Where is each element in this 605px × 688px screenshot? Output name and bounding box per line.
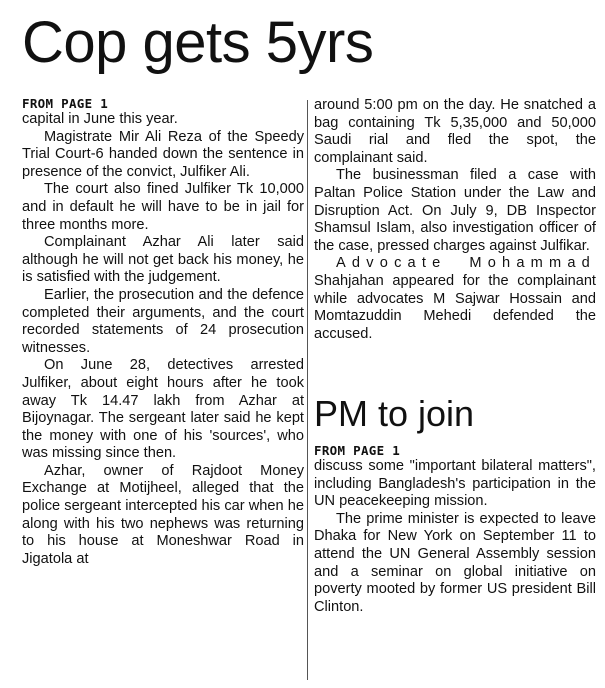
left-column [22, 97, 304, 568]
second-story-headline: PM to join [314, 393, 475, 434]
paragraph: Magistrate Mir Ali Reza of the Speedy Trial Court-6 handed down the sentence in presence of the convict, Julfiker Ali. [22, 128, 304, 180]
paragraph: capital in June this year. [22, 111, 178, 127]
kicker-from-page: FROM PAGE 1 [22, 96, 109, 111]
paragraph: The court also fined Julfiker Tk 10,000 and in default he will have to be in jail for three months more. [22, 181, 304, 233]
paragraph: The prime minister is expected to leave Dhaka for New York on September 11 to attend the UN General Assembly session and a seminar on global initiative on poverty mooted by former US president Bill Clinton. [314, 510, 596, 615]
advocate-rest: Shahjahan appeared for the complainant while advocates M Sajwar Hossain and Momtazuddin Mehedi defended the accused. [314, 272, 596, 342]
paragraph-advocate [314, 255, 596, 343]
paragraph: discuss some "important bilateral matters", including Bangladesh's participation in the UN peacekeeping mission. [314, 458, 596, 510]
paragraph: around 5:00 pm on the day. He snatched a bag containing Tk 5,35,000 and 50,000 Saudi rial and fled the spot, the complainant said. [314, 97, 596, 166]
paragraph: On June 28, detectives arrested Julfiker, about eight hours after he took away Tk 14.47 lakh from Azhar at Bijoynagar. The sergeant later said he kept the money with one of his 'sources', who was missing since then. [22, 357, 304, 462]
kicker-from-page: FROM PAGE 1 [314, 443, 401, 458]
paragraph: Complainant Azhar Ali later said although he will not get back his money, he is satisfied with the judgement. [22, 234, 304, 286]
second-story-body [314, 444, 596, 616]
right-column [314, 97, 596, 343]
paragraph: Earlier, the prosecution and the defence completed their arguments, and the court recorded statements of 24 prosecution witnesses. [22, 286, 304, 356]
column-divider [307, 100, 308, 680]
paragraph: Azhar, owner of Rajdoot Money Exchange at Motijheel, alleged that the police sergeant intercepted his car when he along with his two nephews was returning to his house at Moneshwar Road in Jigatola at [22, 462, 304, 567]
advocate-lead: Advocate Mohammad [336, 255, 596, 272]
paragraph: The businessman filed a case with Paltan Police Station under the Law and Disruption Act. On July 9, DB Inspector Shamsul Islam, also investigation officer of the case, pressed charges against Julfikar. [314, 167, 596, 254]
headline: Cop gets 5yrs [22, 10, 374, 75]
